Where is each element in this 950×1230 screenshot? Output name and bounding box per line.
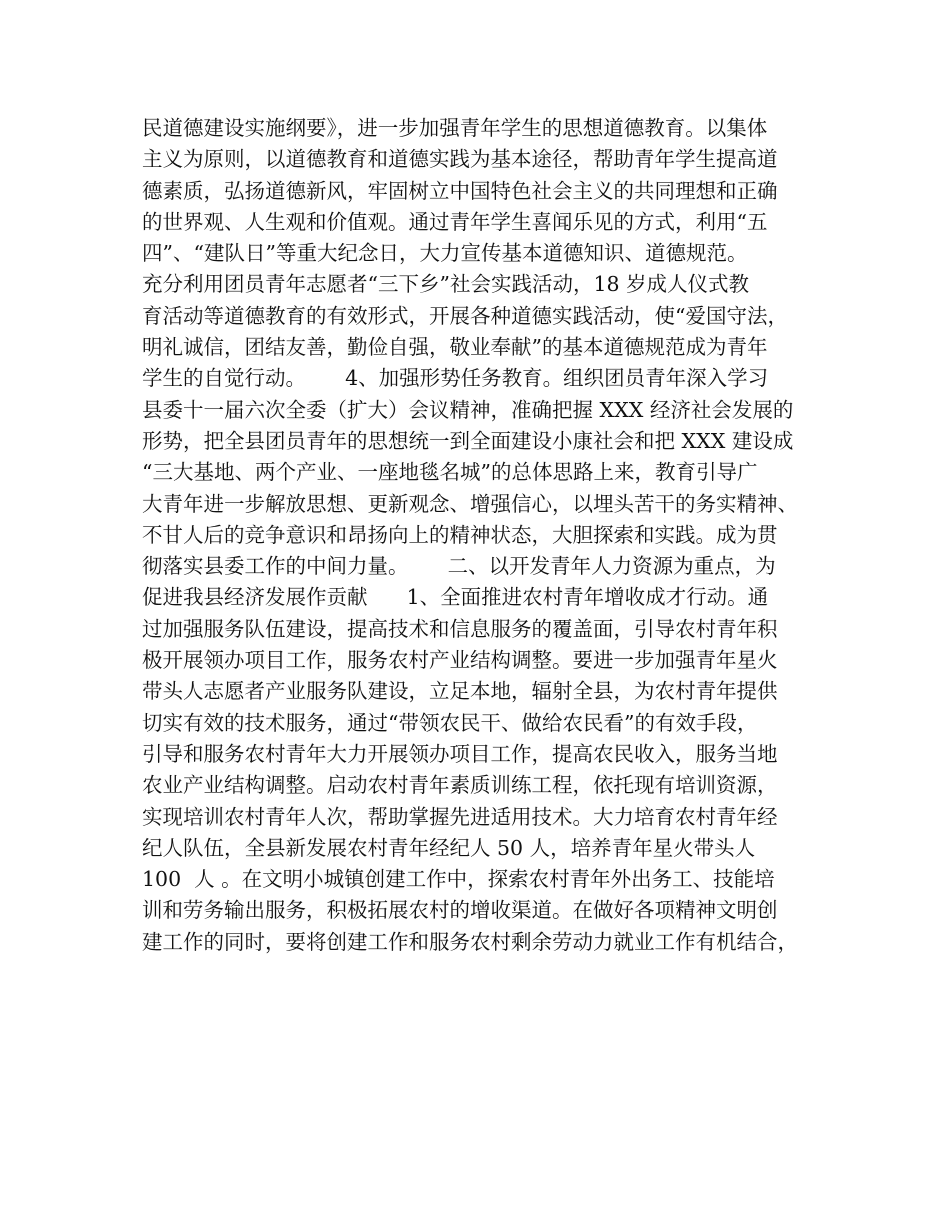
text-line: 训和劳务输出服务，积极拓展农村的增收渠道。在做好各项精神文明创 xyxy=(142,898,778,923)
text-line: “三大基地、两个产业、一座地毯名城”的总体思路上来，教育引导广 xyxy=(142,460,758,485)
text-line: 纪人队伍，全县新发展农村青年经纪人 50 人，培养青年星火带头人 xyxy=(142,835,756,860)
text-line: 农业产业结构调整。启动农村青年素质训练工程，依托现有培训资源， xyxy=(142,773,778,798)
text-line: 的世界观、人生观和价值观。通过青年学生喜闻乐见的方式，利用“五 xyxy=(142,209,768,234)
text-line: 四”、“建队日”等重大纪念日，大力宣传基本道德知识、道德规范。 xyxy=(142,241,748,266)
text-line: 主义为原则，以道德教育和道德实践为基本途径，帮助青年学生提高道 xyxy=(142,147,778,172)
text-line: 促进我县经济发展作贡献 1、全面推进农村青年增收成才行动。通 xyxy=(142,585,769,610)
text-line: 育活动等道德教育的有效形式，开展各种道德实践活动，使“爱国守法， xyxy=(142,303,788,328)
text-line: 民道德建设实施纲要》，进一步加强青年学生的思想道德教育。以集体 xyxy=(142,116,768,140)
text-line: 学生的自觉行动。 4、加强形势任务教育。组织团员青年深入学习 xyxy=(142,366,769,391)
text-line: 形势，把全县团员青年的思想统一到全面建设小康社会和把 XXX 建设成 xyxy=(142,428,794,453)
text-line: 切实有效的技术服务，通过“带领农民干、做给农民看”的有效手段， xyxy=(142,710,758,735)
text-line: 不甘人后的竞争意识和昂扬向上的精神状态，大胆探索和实践。成为贯 xyxy=(142,522,778,547)
text-line: 彻落实县委工作的中间力量。 二、以开发青年人力资源为重点，为 xyxy=(142,554,776,579)
text-line: 建工作的同时，要将创建工作和服务农村剩余劳动力就业工作有机结合， xyxy=(142,929,798,954)
text-line: 县委十一届六次全委（扩大）会议精神，准确把握 XXX 经济社会发展的 xyxy=(142,397,794,422)
text-line: 100 人 。在文明小城镇创建工作中，探索农村青年外出务工、技能培 xyxy=(142,867,775,892)
text-line: 明礼诚信，团结友善，勤俭自强，敬业奉献”的基本道德规范成为青年 xyxy=(142,335,768,360)
text-line: 德素质，弘扬道德新风，牢固树立中国特色社会主义的共同理想和正确 xyxy=(142,178,778,203)
text-line: 过加强服务队伍建设，提高技术和信息服务的覆盖面，引导农村青年积 xyxy=(142,616,778,641)
text-line: 充分利用团员青年志愿者“三下乡”社会实践活动，18 岁成人仪式教 xyxy=(142,272,750,297)
text-line: 实现培训农村青年人次，帮助掌握先进适用技术。大力培育农村青年经 xyxy=(142,804,778,829)
body-text xyxy=(142,113,832,958)
text-line: 引导和服务农村青年大力开展领办项目工作，提高农民收入，服务当地 xyxy=(142,741,778,766)
text-line: 极开展领办项目工作，服务农村产业结构调整。要进一步加强青年星火 xyxy=(142,648,778,673)
text-line: 带头人志愿者产业服务队建设，立足本地，辐射全县，为农村青年提供 xyxy=(142,679,778,704)
text-line: 大青年进一步解放思想、更新观念、增强信心，以埋头苦干的务实精神、 xyxy=(142,491,798,516)
